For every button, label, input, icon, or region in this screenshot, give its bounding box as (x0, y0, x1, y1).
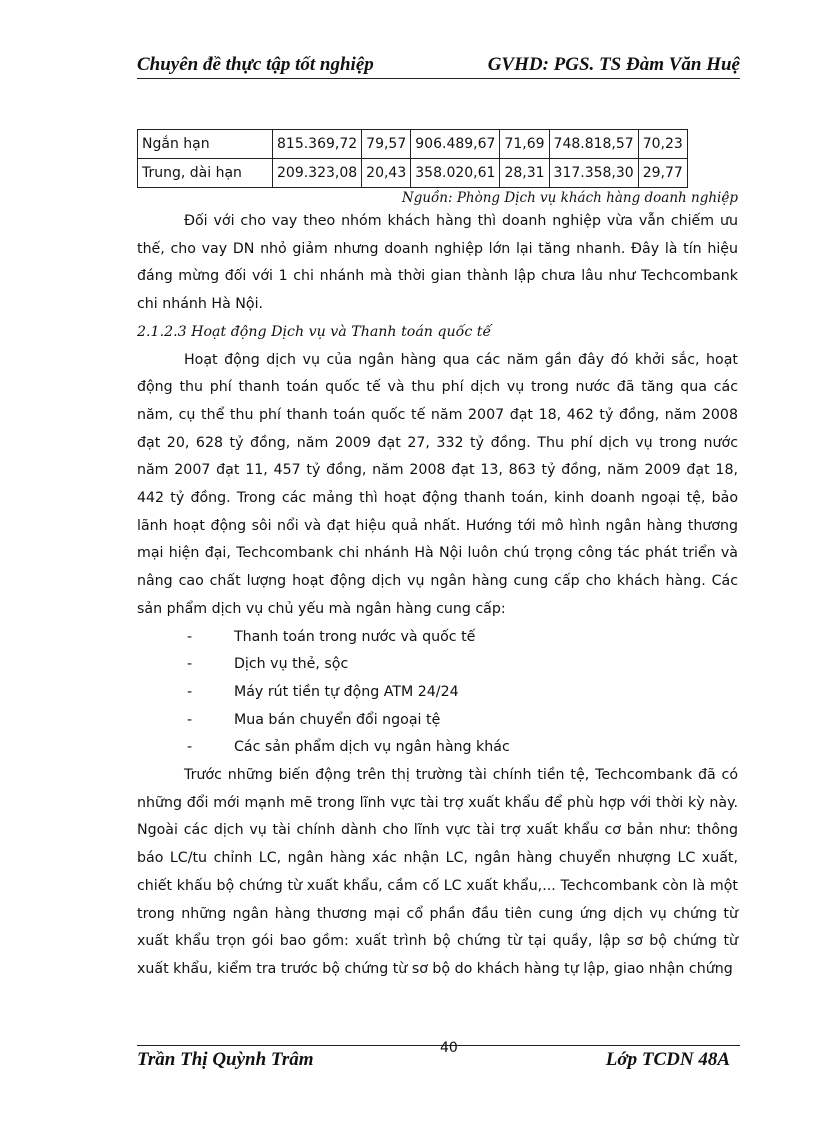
list-item-text: Dịch vụ thẻ, sộc (234, 656, 349, 673)
table-cell: 29,77 (638, 159, 687, 188)
loan-term-table (137, 129, 688, 188)
list-item-text: Mua bán chuyển đổi ngoại tệ (234, 711, 441, 728)
table-cell: 317.358,30 (549, 159, 638, 188)
header-title: Chuyên đề thực tập tốt nghiệp (137, 54, 374, 75)
table-cell: Ngắn hạn (138, 130, 273, 159)
header-advisor: GVHD: PGS. TS Đàm Văn Huệ (487, 54, 740, 75)
list-item (137, 734, 738, 762)
table-cell: 209.323,08 (273, 159, 362, 188)
list-item (137, 707, 738, 735)
list-dash: - (187, 656, 193, 673)
table-cell: 906.489,67 (411, 130, 500, 159)
page-header (137, 54, 740, 79)
table-cell: 79,57 (362, 130, 411, 159)
table-cell: 748.818,57 (549, 130, 638, 159)
document-body (137, 208, 738, 984)
list-item-text: Máy rút tiền tự động ATM 24/24 (234, 683, 459, 700)
list-item (137, 651, 738, 679)
paragraph: Trước những biến động trên thị trường tài chính tiền tệ, Techcombank đã có những đổi mới mạnh mẽ trong lĩnh vực tài trợ xuất khẩu để phù hợp với thời kỳ này. Ngoài các dịch vụ tài chính dành cho lĩnh vực tài trợ xuất khẩu cơ bản như: thông báo LC/tu chỉnh LC, ngân hàng xác nhận LC, ngân hàng chuyển nhượng LC xuất, chiết khấu bộ chứng từ xuất khẩu, cầm cố LC xuất khẩu,... Techcombank còn là một trong những ngân hàng thương mại cổ phần đầu tiên cung ứng dịch vụ chứng từ xuất khẩu trọn gói bao gồm: xuất trình bộ chứng từ tại quầy, lập sơ bộ chứng từ xuất khẩu, kiểm tra trước bộ chứng từ sơ bộ do khách hàng tự lập, giao nhận chứng (137, 766, 738, 977)
section-heading: 2.1.2.3 Hoạt động Dịch vụ và Thanh toán quốc tế (137, 323, 492, 340)
footer-author: Trần Thị Quỳnh Trâm (137, 1049, 314, 1070)
list-item-text: Thanh toán trong nước và quốc tế (234, 628, 476, 645)
table-cell: 815.369,72 (273, 130, 362, 159)
list-item (137, 624, 738, 652)
table-row (138, 159, 688, 188)
page-number: 40 (440, 1040, 458, 1056)
page-footer (137, 1040, 740, 1070)
table-cell: 358.020,61 (411, 159, 500, 188)
table-cell: Trung, dài hạn (138, 159, 273, 188)
footer-class: Lớp TCDN 48A (605, 1049, 730, 1070)
table-row (138, 130, 688, 159)
table-cell: 28,31 (500, 159, 549, 188)
table-source-note: Nguồn: Phòng Dịch vụ khách hàng doanh nghiệp (401, 190, 738, 206)
list-dash: - (187, 739, 193, 756)
service-list (137, 624, 738, 762)
table-cell: 71,69 (500, 130, 549, 159)
list-item-text: Các sản phẩm dịch vụ ngân hàng khác (234, 739, 510, 756)
table-cell: 20,43 (362, 159, 411, 188)
table-cell: 70,23 (638, 130, 687, 159)
list-dash: - (187, 683, 193, 700)
list-dash: - (187, 628, 193, 645)
paragraph: Đối với cho vay theo nhóm khách hàng thì doanh nghiệp vừa vẫn chiếm ưu thế, cho vay DN nhỏ giảm nhưng doanh nghiệp lớn lại tăng nhanh. Đây là tín hiệu đáng mừng đối với 1 chi nhánh mà thời gian thành lập chưa lâu như Techcombank chi nhánh Hà Nội. (137, 213, 738, 313)
list-item (137, 679, 738, 707)
list-dash: - (187, 711, 193, 728)
paragraph: Hoạt động dịch vụ của ngân hàng qua các năm gần đây đó khởi sắc, hoạt động thu phí thanh toán quốc tế và thu phí dịch vụ trong nước đã tăng qua các năm, cụ thể thu phí thanh toán quốc tế năm 2007 đạt 18, 462 tỷ đồng, năm 2008 đạt 20, 628 tỷ đồng, năm 2009 đạt 27, 332 tỷ đồng. Thu phí dịch vụ trong nước năm 2007 đạt 11, 457 tỷ đồng, năm 2008 đạt 13, 863 tỷ đồng, năm 2009 đạt 18, 442 tỷ đồng. Trong các mảng thì hoạt động thanh toán, kinh doanh ngoại tệ, bảo lãnh hoạt động sôi nổi và đạt hiệu quả nhất. Hướng tới mô hình ngân hàng thương mại hiện đại, Techcombank chi nhánh Hà Nội luôn chú trọng công tác phát triển và nâng cao chất lượng hoạt động dịch vụ ngân hàng cung cấp cho khách hàng. Các sản phẩm dịch vụ chủ yếu mà ngân hàng cung cấp: (137, 351, 738, 617)
